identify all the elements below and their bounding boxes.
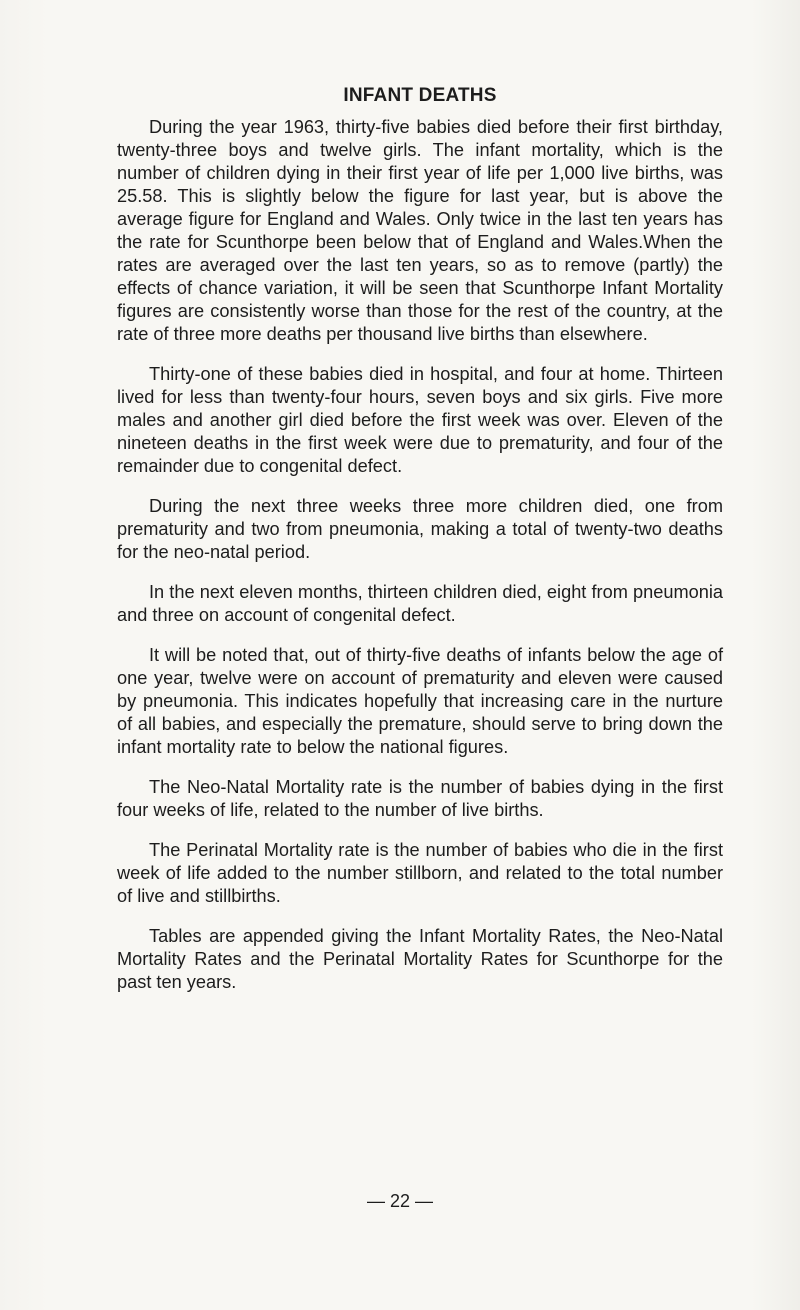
- paragraph-hospital-deaths: Thirty-one of these babies died in hospital, and four at home. Thirteen lived for less than twenty-four hours, seven boys and six girls. Five more males and another girl died before the first week was over. Eleven of the nineteen deaths in the first week were due to prematurity, and four of the remainder due to congenital defect.: [117, 364, 723, 476]
- paragraph-neo-natal-definition: The Neo-Natal Mortality rate is the number of babies dying in the first four weeks of life, related to the number of live births.: [117, 777, 723, 820]
- paragraph-next-eleven-months: In the next eleven months, thirteen children died, eight from pneumonia and three on account of congenital defect.: [117, 582, 723, 625]
- paragraph-tables-note: Tables are appended giving the Infant Mortality Rates, the Neo-Natal Mortality Rates and the Perinatal Mortality Rates for Scunthorpe for the past ten years.: [117, 926, 723, 992]
- paragraph-next-three-weeks: During the next three weeks three more children died, one from prematurity and two from pneumonia, making a total of twenty-two deaths for the neo-natal period.: [117, 496, 723, 562]
- paragraph-causes: It will be noted that, out of thirty-five deaths of infants below the age of one year, twelve were on account of prematurity and eleven were caused by pneumonia. This indicates hopefully that increasing care in the nurture of all babies, and especially the premature, should serve to bring down the infant mortality rate to below the national figures.: [117, 645, 723, 757]
- page-heading: INFANT DEATHS: [343, 85, 497, 106]
- paragraph-perinatal-definition: The Perinatal Mortality rate is the number of babies who die in the first week of life added to the number stillborn, and related to the total number of live and stillbirths.: [117, 840, 723, 906]
- paragraph-overview: During the year 1963, thirty-five babies died before their first birthday, twenty-three boys and twelve girls. The infant mortality, which is the number of children dying in their first year of life per 1,000 live births, was 25.58. This is slightly below the figure for last year, but is above the average figure for England and Wales. Only twice in the last ten years has the rate for Scunthorpe been below that of England and Wales.When the rates are averaged over the last ten years, so as to remove (partly) the effects of chance variation, it will be seen that Scunthorpe Infant Mortality figures are consistently worse than those for the rest of the country, at the rate of three more deaths per thousand live births than elsewhere.: [117, 117, 723, 344]
- page-number: — 22 —: [366, 1191, 434, 1211]
- document-body: [117, 84, 723, 1011]
